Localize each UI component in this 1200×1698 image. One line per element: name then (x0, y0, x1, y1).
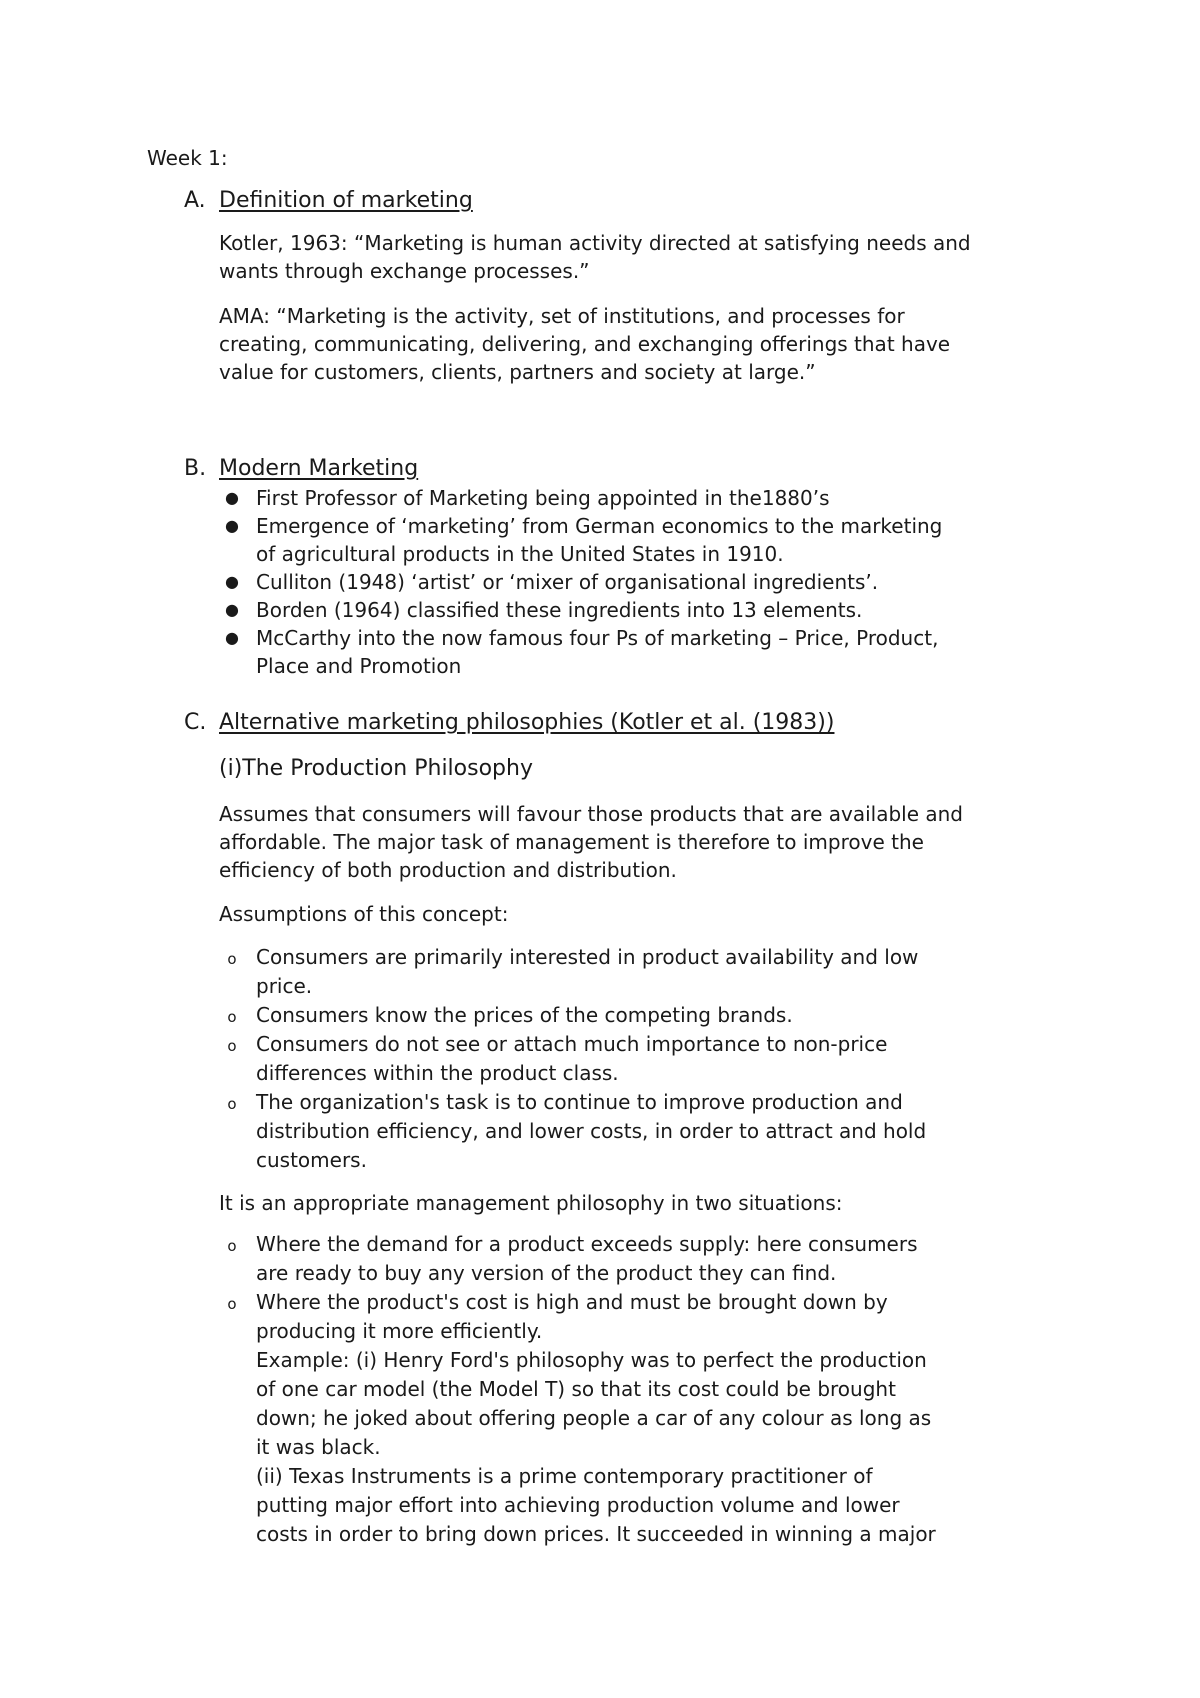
circle-bullet-icon: o (227, 1008, 237, 1026)
kotler-definition: Kotler, 1963: “Marketing is human activity directed at satisfying needs and wants through exchange processes.” (219, 231, 971, 283)
list-item: ● Culliton (1948) ‘artist’ or ‘mixer of organisational ingredients’. (184, 568, 1084, 596)
list-item: o Where the product's cost is high and must be brought down by producing it more efficiently. Example: (i) Henry Ford's philosophy was to perfect the production of one car model (the Model T) so that its cost could be brought down; he joked about offering people a car of any colour as long as it was black. (ii) Texas Instruments is a prime contemporary practitioner of putting major effort into achieving production volume and lower costs in order to bring down prices. It succeeded in winning a major (184, 1288, 1084, 1549)
bullet-icon: ● (225, 600, 239, 619)
situations-list (184, 1230, 1084, 1549)
section-a-heading (184, 186, 1084, 216)
situations-label: It is an appropriate management philosophy in two situations: (219, 1191, 843, 1215)
list-item: ● Emergence of ‘marketing’ from German economics to the marketing of agricultural products in the United States in 1910. (184, 512, 1084, 568)
list-item: o Consumers do not see or attach much importance to non-price differences within the product class. (184, 1030, 1084, 1088)
list-item: o Consumers know the prices of the competing brands. (184, 1001, 1084, 1030)
circle-bullet-icon: o (227, 1295, 237, 1313)
list-item: ● Borden (1964) classified these ingredients into 13 elements. (184, 596, 1084, 624)
modern-marketing-list (184, 484, 1084, 680)
section-c-letter: C. (184, 710, 207, 735)
list-item: o The organization's task is to continue to improve production and distribution efficiency, and lower costs, in order to attract and hold customers. (184, 1088, 1084, 1175)
production-philosophy-heading: (i)The Production Philosophy (219, 756, 533, 781)
production-philosophy-intro: Assumes that consumers will favour those products that are available and affordable. The major task of management is therefore to improve the efficiency of both production and distribution. (219, 802, 964, 882)
section-a-letter: A. (184, 188, 206, 213)
section-c (184, 708, 1084, 1549)
bullet-icon: ● (225, 628, 239, 647)
bullet-icon: ● (225, 516, 239, 535)
list-item: ● McCarthy into the now famous four Ps of marketing – Price, Product, Place and Promotion (184, 624, 1084, 680)
section-c-title: Alternative marketing philosophies (Kotler et al. (1983)) (219, 710, 835, 735)
section-c-heading (184, 708, 1084, 738)
bullet-icon: ● (225, 488, 239, 507)
circle-bullet-icon: o (227, 1237, 237, 1255)
section-a (184, 186, 1084, 386)
bullet-icon: ● (225, 572, 239, 591)
list-item: o Consumers are primarily interested in product availability and low price. (184, 943, 1084, 1001)
section-b-title: Modern Marketing (219, 456, 419, 481)
section-b (184, 454, 1084, 680)
circle-bullet-icon: o (227, 1037, 237, 1055)
list-item: ● First Professor of Marketing being appointed in the1880’s (184, 484, 1084, 512)
section-b-letter: B. (184, 456, 207, 481)
section-a-title: Definition of marketing (219, 188, 473, 213)
section-b-heading (184, 454, 1084, 484)
assumptions-list (184, 943, 1084, 1175)
ama-definition: AMA: “Marketing is the activity, set of institutions, and processes for creating, communicating, delivering, and exchanging offerings that have value for customers, clients, partners and society at large.” (219, 304, 951, 384)
circle-bullet-icon: o (227, 950, 237, 968)
assumptions-label: Assumptions of this concept: (219, 902, 509, 926)
week-label: Week 1: (147, 146, 228, 170)
list-item: o Where the demand for a product exceeds supply: here consumers are ready to buy any version of the product they can find. (184, 1230, 1084, 1288)
circle-bullet-icon: o (227, 1095, 237, 1113)
